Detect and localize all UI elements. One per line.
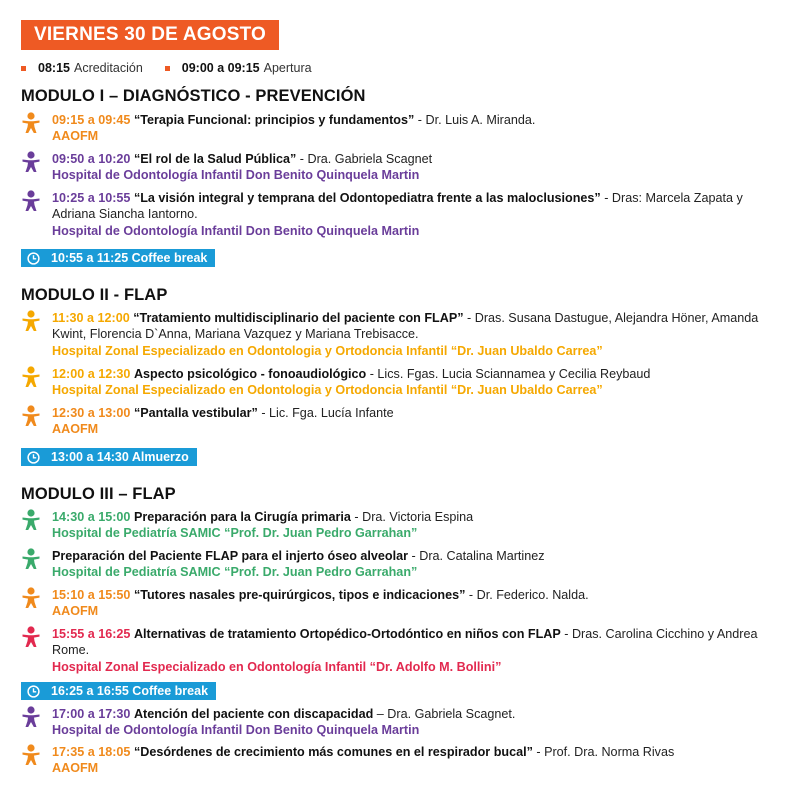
item-institution: AAOFM: [52, 422, 99, 437]
item-time: 10:25 a 10:55: [52, 191, 131, 205]
day-header-banner: VIERNES 30 DE AGOSTO: [21, 20, 279, 50]
item-title: “Pantalla vestibular”: [133, 406, 258, 420]
item-institution: Hospital de Pediatría SAMIC “Prof. Dr. Juan Pedro Garrahan”: [52, 565, 418, 580]
item-title: Preparación del Paciente FLAP para el injerto óseo alveolar: [52, 549, 409, 563]
child-orange-icon: [21, 744, 41, 766]
module-title: MODULO I – DIAGNÓSTICO - PREVENCIÓN: [21, 87, 366, 105]
child-red-icon: [21, 626, 41, 648]
item-time: 11:30 a 12:00: [52, 311, 130, 325]
item-institution: Hospital de Odontología Infantil Don Benito Quinquela Martin: [52, 223, 420, 238]
item-institution: AAOFM: [52, 129, 99, 144]
child-yellow-icon: [21, 366, 41, 388]
break-label: 13:00 a 14:30 Almuerzo: [51, 450, 189, 464]
item-time: 17:35 a 18:05: [52, 745, 131, 759]
child-purple-icon: [21, 190, 41, 212]
child-yellow-icon: [21, 310, 41, 332]
intro-row: [21, 59, 312, 77]
item-speakers: - Dras. Carolina Cicchino y Andrea Rome.: [52, 627, 758, 658]
item-speakers: - Prof. Dra. Norma Rivas: [532, 745, 675, 759]
intro-time: 08:15: [38, 61, 70, 75]
clock-icon: [27, 451, 40, 464]
item-title: Atención del paciente con discapacidad: [133, 707, 374, 721]
item-speakers: - Dras: Marcela Zapata y Adriana Siancha Iantorno.: [52, 191, 743, 222]
item-title: Alternativas de tratamiento Ortopédico-Ortodóntico en niños con FLAP: [133, 627, 561, 641]
schedule-item: [21, 366, 781, 399]
child-purple-icon: [21, 706, 41, 728]
schedule-item: [21, 151, 781, 184]
item-time: 15:55 a 16:25: [52, 627, 131, 641]
item-institution: Hospital de Pediatría SAMIC “Prof. Dr. Juan Pedro Garrahan”: [52, 526, 418, 541]
schedule-item: [21, 744, 781, 777]
item-institution: AAOFM: [52, 604, 99, 619]
lunch-break-bar: [21, 448, 197, 466]
child-green-icon: [21, 548, 41, 570]
item-title: “Tutores nasales pre-quirúrgicos, tipos e indicaciones”: [133, 588, 466, 602]
module-title: MODULO III – FLAP: [21, 485, 176, 503]
child-orange-icon: [21, 405, 41, 427]
item-title: Preparación para la Cirugía primaria: [133, 510, 351, 524]
schedule-item: [21, 310, 781, 359]
item-time: 12:30 a 13:00: [52, 406, 131, 420]
schedule-item: [21, 190, 781, 239]
item-speakers: - Dra. Victoria Espina: [350, 510, 474, 524]
item-time: 14:30 a 15:00: [52, 510, 131, 524]
item-title: Aspecto psicológico - fonoaudiológico: [133, 367, 367, 381]
item-title: “El rol de la Salud Pública”: [133, 152, 297, 166]
item-time: 15:10 a 15:50: [52, 588, 131, 602]
item-speakers: - Dra. Gabriela Scagnet: [296, 152, 433, 166]
item-institution: Hospital Zonal Especializado en Odontologia y Ortodoncia Infantil “Dr. Juan Ubaldo Carrea”: [52, 343, 603, 358]
item-title: “Terapia Funcional: principios y fundamentos”: [133, 113, 415, 127]
item-institution: Hospital Zonal Especializado en Odontologia y Ortodoncia Infantil “Dr. Juan Ubaldo Carrea”: [52, 383, 603, 398]
item-institution: Hospital de Odontología Infantil Don Benito Quinquela Martin: [52, 168, 420, 183]
item-institution: AAOFM: [52, 761, 99, 776]
intro-label: Acreditación: [73, 61, 143, 75]
schedule-item: [21, 587, 781, 620]
item-time: 09:15 a 09:45: [52, 113, 131, 127]
item-institution: Hospital de Odontología Infantil Don Benito Quinquela Martin: [52, 723, 420, 738]
item-speakers: – Dra. Gabriela Scagnet.: [373, 707, 516, 721]
intro-time: 09:00 a 09:15: [181, 61, 260, 75]
schedule-item: [21, 626, 781, 675]
item-time: 17:00 a 17:30: [52, 707, 131, 721]
item-time: 12:00 a 12:30: [52, 367, 131, 381]
child-purple-icon: [21, 151, 41, 173]
item-title: “Tratamiento multidisciplinario del paciente con FLAP”: [133, 311, 464, 325]
item-speakers: - Dr. Luis A. Miranda.: [414, 113, 536, 127]
schedule-item: [21, 112, 781, 145]
bullet-icon: [21, 66, 26, 71]
child-orange-icon: [21, 587, 41, 609]
break-label: 16:25 a 16:55 Coffee break: [51, 684, 209, 698]
item-speakers: - Dra. Catalina Martinez: [408, 549, 545, 563]
schedule-item: [21, 509, 781, 542]
module-title: MODULO II - FLAP: [21, 286, 168, 304]
intro-item-opening: [165, 61, 312, 75]
schedule-item: [21, 706, 781, 739]
item-time: 09:50 a 10:20: [52, 152, 131, 166]
item-institution: Hospital Zonal Especializado en Odontología Infantil “Dr. Adolfo M. Bollini”: [52, 659, 502, 674]
coffee-break-bar: [21, 682, 216, 700]
intro-item-accreditation: [21, 61, 143, 75]
child-green-icon: [21, 509, 41, 531]
item-title: “Desórdenes de crecimiento más comunes en el respirador bucal”: [133, 745, 533, 759]
clock-icon: [27, 685, 40, 698]
schedule-item: [21, 548, 781, 581]
break-label: 10:55 a 11:25 Coffee break: [51, 251, 208, 265]
item-speakers: - Lics. Fgas. Lucia Sciannamea y Cecilia Reybaud: [366, 367, 651, 381]
coffee-break-bar: [21, 249, 215, 267]
item-title: “La visión integral y temprana del Odontopediatra frente a las maloclusiones”: [133, 191, 601, 205]
item-speakers: - Dras. Susana Dastugue, Alejandra Höner, Amanda Kwint, Florencia D`Anna, Mariana Vazquez y Mariana Trebisacce.: [52, 311, 759, 342]
bullet-icon: [165, 66, 170, 71]
clock-icon: [27, 252, 40, 265]
schedule-item: [21, 405, 781, 438]
child-orange-icon: [21, 112, 41, 134]
intro-label: Apertura: [263, 61, 312, 75]
item-speakers: - Lic. Fga. Lucía Infante: [257, 406, 394, 420]
item-speakers: - Dr. Federico. Nalda.: [465, 588, 589, 602]
